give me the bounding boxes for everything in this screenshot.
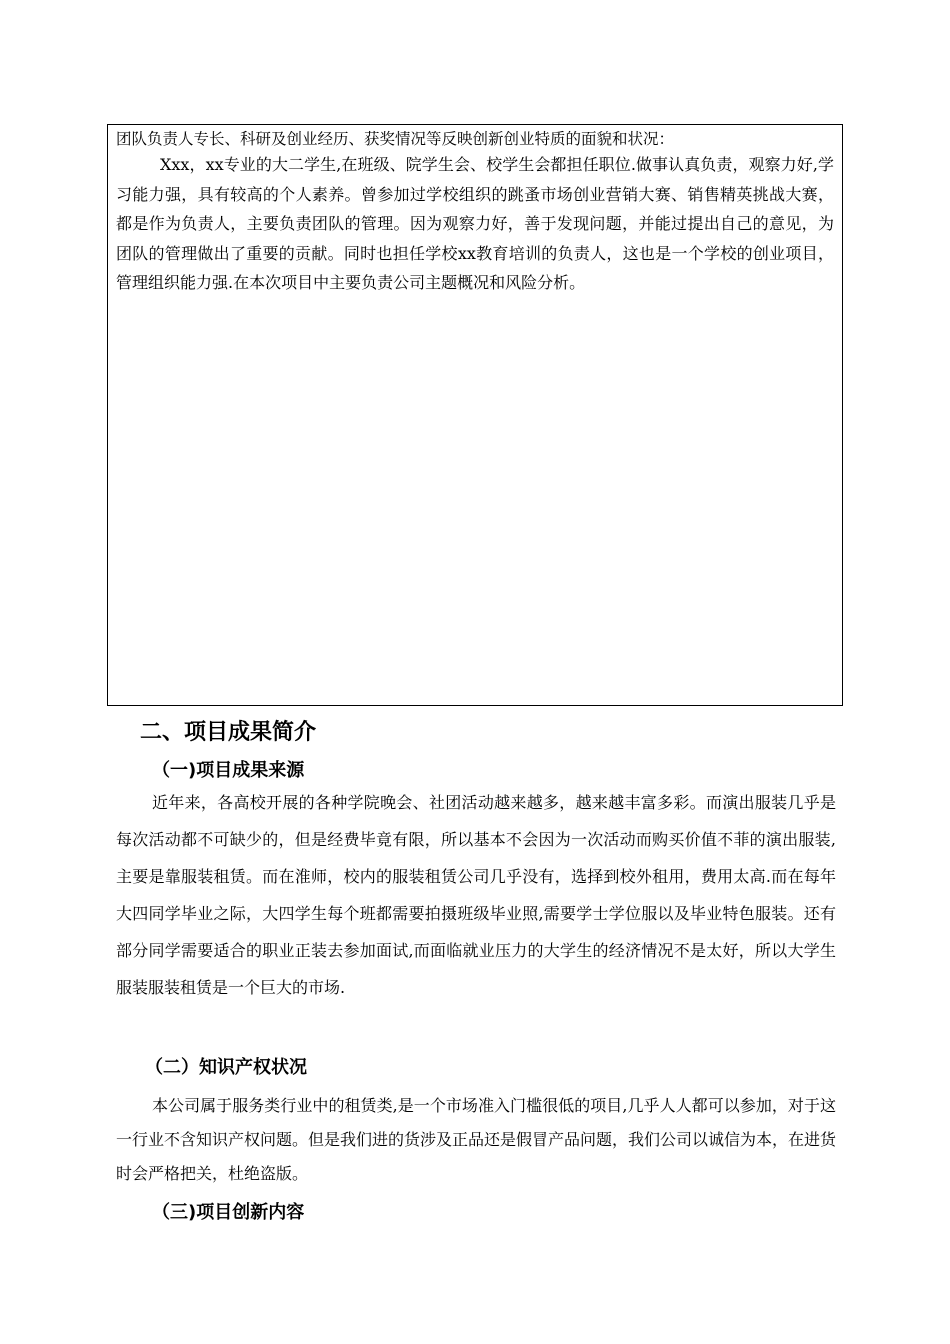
subsection-1-title: （一)项目成果来源 xyxy=(152,760,305,781)
section-2-title: 二、项目成果简介 xyxy=(140,720,317,745)
subsection-3-title: （三)项目创新内容 xyxy=(152,1202,305,1223)
profile-box-body: Xxx，xx专业的大二学生,在班级、院学生会、校学生会都担任职位.做事认真负责，观察力好,学习能力强，具有较高的个人素养。曾参加过学校组织的跳蚤市场创业营销大赛、销售精英挑战大赛，都是作为负责人，主要负责团队的管理。因为观察力好，善于发现问题，并能过提出自己的意见，为团队的管理做出了重要的贡献。同时也担任学校xx教育培训的负责人，这也是一个学校的创业项目，管理组织能力强.在本次项目中主要负责公司主题概况和风险分析。 xyxy=(116,155,834,292)
subsection-2-title: （二）知识产权状况 xyxy=(145,1057,307,1078)
team-leader-profile-box xyxy=(107,124,843,706)
subsection-2-paragraph: 本公司属于服务类行业中的租赁类,是一个市场准入门槛很低的项目,几乎人人都可以参加，对于这一行业不含知识产权问题。但是我们进的货涉及正品还是假冒产品问题，我们公司以诚信为本，在进货时会严格把关，杜绝盗版。 xyxy=(116,1096,837,1183)
subsection-1-paragraph: 近年来，各高校开展的各种学院晚会、社团活动越来越多，越来越丰富多彩。而演出服装几乎是每次活动都不可缺少的，但是经费毕竟有限，所以基本不会因为一次活动而购买价值不菲的演出服装,主要是靠服装租赁。而在淮师，校内的服装租赁公司几乎没有，选择到校外租用，费用太高.而在每年大四同学毕业之际，大四学生每个班都需要拍摄班级毕业照,需要学士学位服以及毕业特色服装。还有部分同学需要适合的职业正装去参加面试,而面临就业压力的大学生的经济情况不是太好，所以大学生服装服装租赁是一个巨大的市场. xyxy=(116,793,836,997)
profile-box-label: 团队负责人专长、科研及创业经历、获奖情况等反映创新创业特质的面貌和状况： xyxy=(116,130,675,148)
